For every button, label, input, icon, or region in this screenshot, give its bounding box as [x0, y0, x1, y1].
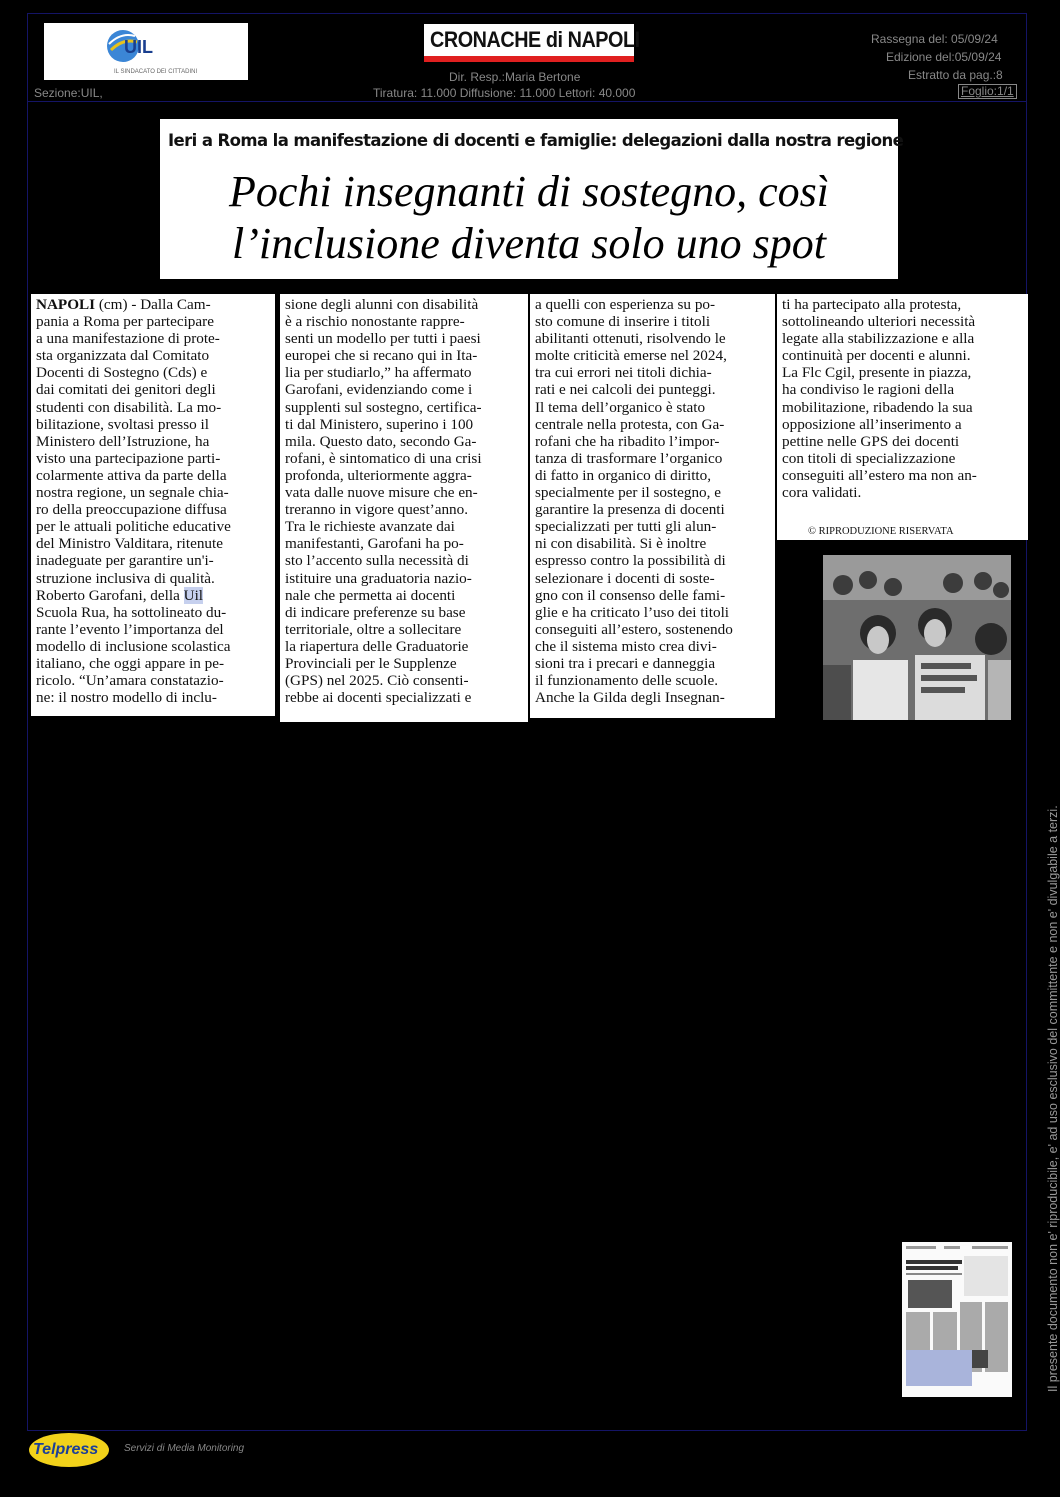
- article-line: specialmente per il sostegno, e: [535, 484, 721, 502]
- article-line: rofani, è sintomatico di una crisi: [285, 449, 482, 467]
- uil-logo: [44, 23, 248, 80]
- article-line: sto l’accento sulla necessità di: [285, 552, 469, 570]
- kicker: Ieri a Roma la manifestazione di docenti e famiglie: delegazioni dalla nostra regione: [168, 131, 904, 150]
- article-line: a una manifestazione di prote-: [36, 330, 220, 348]
- article-line: struzione inclusiva di qualità.: [36, 569, 215, 587]
- article-line: opposizione all’inserimento a: [782, 415, 962, 433]
- article-line: rati e nei calcoli dei punteggi.: [535, 381, 716, 399]
- article-line: Il tema dell’organico è stato: [535, 398, 706, 416]
- article-line: senti un modello per tutti i paesi: [285, 330, 481, 348]
- article-line: legate alla stabilizzazione e alla: [782, 330, 975, 348]
- article-column-1: [31, 294, 275, 716]
- article-line: studenti con disabilità. La mo-: [36, 398, 222, 416]
- review-date: Rassegna del: 05/09/24: [871, 32, 998, 46]
- article-column-2: [280, 294, 528, 722]
- article-line: ricolo. “Un’amara constatazio-: [36, 672, 224, 690]
- article-column-4: [777, 294, 1028, 540]
- copyright-notice: © RIPRODUZIONE RISERVATA: [808, 526, 954, 537]
- article-line: selezionare i docenti di soste-: [535, 569, 715, 587]
- masthead-red-bar: [424, 56, 634, 62]
- article-line: Roberto Garofani, della Uil: [36, 586, 204, 604]
- article-line: sto comune di inserire i titoli: [535, 313, 711, 331]
- article-line: sioni tra i precari e danneggia: [535, 654, 716, 672]
- article-line: tanza di trasformare l’organico: [535, 449, 723, 467]
- article-line: continuità per docenti e alunni.: [782, 347, 971, 365]
- article-line: mila. Questo dato, secondo Ga-: [285, 432, 477, 450]
- uil-logo-text: UIL: [124, 37, 153, 57]
- article-line: ne: il nostro modello di inclu-: [36, 689, 217, 707]
- article-line: il funzionamento delle scuole.: [535, 672, 719, 690]
- headline-line-2: l’inclusione diventa solo uno spot: [232, 219, 826, 268]
- article-line: conseguiti all’estero, sostenendo: [535, 620, 733, 638]
- article-line: istituire una graduatoria nazio-: [285, 569, 472, 587]
- article-line: Anche la Gilda degli Insegnan-: [535, 689, 725, 707]
- sheet-count: Foglio:1/1: [958, 84, 1017, 99]
- article-line: espresso contro la possibilità di: [535, 552, 726, 570]
- article-line: modello di inclusione scolastica: [36, 637, 231, 655]
- article-line: con titoli di specializzazione: [782, 449, 956, 467]
- article-line: inadeguate per garantire un'i-: [36, 552, 214, 570]
- article-line: Scuola Rua, ha sottolineato du-: [36, 603, 227, 621]
- article-line: è a rischio nonostante rappre-: [285, 313, 465, 331]
- article-line: La Flc Cgil, presente in piazza,: [782, 364, 972, 382]
- usage-notice: Il presente documento non e' riproducibile, e' ad uso esclusivo del committente e non e' divulgabile a terzi.: [1046, 805, 1060, 1392]
- header-divider: [27, 101, 1027, 102]
- article-line: Provinciali per le Supplenze: [285, 654, 457, 672]
- article-line: visto una partecipazione parti-: [36, 449, 221, 467]
- article-line: rebbe ai docenti specializzati e: [285, 689, 472, 707]
- article-line: rante l’evento l’importanza del: [36, 620, 224, 638]
- article-line: NAPOLI (cm) - Dalla Cam-: [36, 296, 211, 313]
- article-line: ti ha partecipato alla protesta,: [782, 296, 962, 313]
- article-line: ti dal Ministero, superino i 100: [285, 415, 474, 433]
- article-line: bilitazione, svoltasi presso il: [36, 415, 209, 433]
- article-line: sione degli alunni con disabilità: [285, 296, 479, 313]
- article-line: conseguiti all’estero ma non an-: [782, 466, 977, 484]
- article-line: Ministero dell’Istruzione, ha: [36, 432, 210, 450]
- page-extract: Estratto da pag.:8: [908, 68, 1003, 82]
- page-thumbnail: [902, 1242, 1012, 1397]
- highlighted-keyword: Uil: [183, 586, 204, 604]
- article-line: pettine nelle GPS dei docenti: [782, 432, 960, 450]
- masthead-title: CRONACHE di NAPOLI: [430, 27, 640, 52]
- uil-logo-subtext: IL SINDACATO DEI CITTADINI: [114, 69, 198, 75]
- headline-line-1: Pochi insegnanti di sostegno, così: [228, 167, 830, 216]
- article-line: per le attuali politiche educative: [36, 518, 231, 536]
- masthead: [424, 24, 640, 62]
- article-column-3: [530, 294, 775, 718]
- article-line: manifestanti, Garofani ha po-: [285, 535, 464, 553]
- article-line: cora validati.: [782, 484, 862, 502]
- director: Dir. Resp.:Maria Bertone: [449, 70, 581, 84]
- article-line: pania a Roma per partecipare: [36, 313, 214, 331]
- headline-block: [160, 119, 904, 279]
- telpress-brand: Telpress: [33, 1441, 99, 1458]
- article-line: specializzati per tutti gli alun-: [535, 518, 717, 536]
- article-line: mobilitazione, ribadendo la sua: [782, 398, 973, 416]
- article-line: europei che si recano qui in Ita-: [285, 347, 478, 365]
- article-line: ro della preoccupazione diffusa: [36, 501, 227, 519]
- article-line: lia per studiarlo,” ha affermato: [285, 364, 472, 382]
- article-line: territoriale, oltre a sollecitare: [285, 620, 462, 638]
- section-label: Sezione:UIL,: [34, 86, 103, 100]
- article-line: colarmente attiva da parte della: [36, 466, 227, 484]
- article-line: molte criticità emerse nel 2024,: [535, 347, 727, 365]
- article-line: gno con il consenso delle fami-: [535, 586, 726, 604]
- article-line: nostra regione, un segnale chia-: [36, 484, 229, 502]
- article-line: (GPS) nel 2025. Ciò consenti-: [285, 672, 469, 690]
- article-line: nale che permetta ai docenti: [285, 586, 456, 604]
- article-line: a quelli con esperienza su po-: [535, 296, 716, 313]
- article-line: profonda, ulteriormente aggra-: [285, 466, 472, 484]
- article-line: centrale nella protesta, con Ga-: [535, 415, 725, 433]
- circulation: Tiratura: 11.000 Diffusione: 11.000 Lettori: 40.000: [373, 86, 636, 100]
- article-line: del Ministro Valditara, ritenute: [36, 535, 223, 553]
- article-line: supplenti sul sostegno, certifica-: [285, 398, 482, 416]
- article-line: Garofani, evidenziando come i: [285, 381, 473, 399]
- article-line: ni con disabilità. Si è inoltre: [535, 535, 707, 553]
- article-line: Docenti di Sostegno (Cds) e: [36, 364, 208, 382]
- article-line: italiano, che oggi appare in pe-: [36, 654, 225, 672]
- dateline: NAPOLI: [36, 296, 96, 313]
- footer-tagline: Servizi di Media Monitoring: [124, 1443, 245, 1454]
- article-line: glie e ha criticato l’uso dei titoli: [535, 603, 730, 621]
- article-line: vata dalle nuove misure che en-: [285, 484, 478, 502]
- article-line: Tra le richieste avanzate dai: [285, 518, 455, 536]
- article-line: sta organizzata dal Comitato: [36, 347, 210, 365]
- protest-photo: [823, 555, 1011, 720]
- article-line: abilitanti ottenuti, risolvendo le: [535, 330, 726, 348]
- article-line: sottolineando ulteriori necessità: [782, 313, 976, 331]
- article-line: rofani che ha ribadito l’impor-: [535, 432, 720, 450]
- article-line: di indicare preferenze su base: [285, 603, 466, 621]
- article-line: treranno in vigore quest’anno.: [285, 501, 469, 519]
- article-line: tra cui errori nei titoli dichia-: [535, 364, 712, 382]
- article-line: dai comitati dei genitori degli: [36, 381, 216, 399]
- article-line: la riapertura delle Graduatorie: [285, 637, 469, 655]
- article-line: ha condiviso le ragioni della: [782, 381, 955, 399]
- article-line: garantire la presenza di docenti: [535, 501, 725, 519]
- article-line: di fatto in organico di diritto,: [535, 466, 712, 484]
- article-line: che il sistema misto crea divi-: [535, 637, 717, 655]
- edition-date: Edizione del:05/09/24: [886, 50, 1002, 64]
